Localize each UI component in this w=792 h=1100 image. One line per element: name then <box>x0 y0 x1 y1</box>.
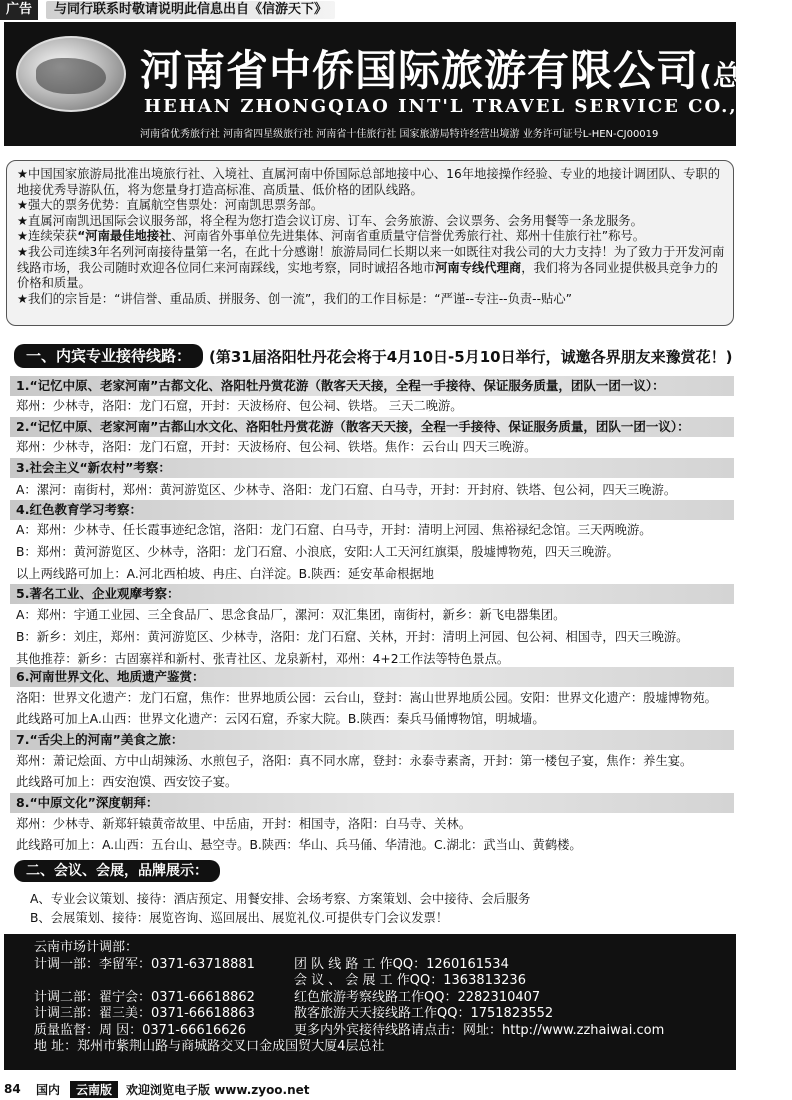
intro-item <box>17 167 725 198</box>
conference-service-line: A、专业会议策划、接待：酒店预定、用餐安排、会场考察、方案策划、会中接待、会后服务 <box>30 892 531 906</box>
route-title: 8.“中原文化”深度朝拜： <box>10 793 734 813</box>
intro-text: ★我们的宗旨是：“讲信誉、重品质、拼服务、创一流”，我们的工作目标是：“严谨--专注--负责--贴心” <box>17 291 573 306</box>
route-line: 郑州：萧记烩面、方中山胡辣汤、水煎包子，洛阳：真不同水席，登封：永泰寺素斋，开封：第一楼包子宴，焦作：养生宴。 <box>16 754 693 768</box>
route-title: 1.“记忆中原、老家河南”古都文化、洛阳牡丹赏花游（散客天天接，全程一手接待、保证服务质量，团队一团一议）： <box>10 376 734 396</box>
contact-person: 计调二部：翟宁会：0371-66618862 <box>34 989 255 1005</box>
page-number: 84 <box>4 1082 21 1096</box>
contact-row <box>34 973 736 990</box>
contact-address: 地 址：郑州市紫荆山路与商城路交叉口金成国贸大厦4层总社 <box>34 1039 385 1054</box>
route-line: 郑州：少林寺，洛阳：龙门石窟，开封：天波杨府、包公祠、铁塔。焦作：云台山 四天三晚游。 <box>16 440 537 454</box>
company-name-en: HEHAN ZHONGQIAO INT'L TRAVEL SERVICE CO., LTD <box>144 96 792 117</box>
route-line: B：郑州：黄河游览区、少林寺，洛阳：龙门石窟、小浪底，安阳:人工天河红旗渠，殷墟博物苑，四天三晚游。 <box>16 545 619 559</box>
intro-item <box>17 229 725 245</box>
intro-item <box>17 214 725 230</box>
intro-text: ★我公司连续3年名列河南接待量第一名，在此十分感谢！旅游局同仁长期以来一如既往对我公司的大力支持！为了致力于开发河南线路市场，我公司随时欢迎各位同仁来河南踩线，实地考察，同时诚招各地市 <box>17 244 725 275</box>
peony-festival-note: (第31届洛阳牡丹花会将于4月10日-5月10日举行，诚邀各界朋友来豫赏花！) <box>209 347 733 366</box>
company-name-text: 河南省中侨国际旅游有限公司 <box>140 46 700 95</box>
route-line: 洛阳：世界文化遗产：龙门石窟，焦作：世界地质公园：云台山，登封：嵩山世界地质公园。安阳：世界文化遗产：殷墟博物苑。 <box>16 691 717 705</box>
ad-tag: 广告 <box>0 0 38 20</box>
contact-row <box>34 990 736 1007</box>
contact-heading: 云南市场计调部： <box>34 940 139 955</box>
credentials-line: 河南省优秀旅行社 河南省四星级旅行社 河南省十佳旅行社 国家旅游局特许经营出境游 业务许可证号L-HEN-CJ00019 <box>140 129 659 140</box>
intro-text: ，我们将为各同业提供极具竞争力的价格和质量。 <box>17 260 718 291</box>
route-title: 2.“记忆中原、老家河南”古都山水文化、洛阳牡丹赏花游（散客天天接，全程一手接待、保证服务质量，团队一团一议）： <box>10 417 734 437</box>
contact-row <box>34 1006 736 1023</box>
contact-row <box>34 1039 736 1056</box>
contact-row <box>34 1023 736 1040</box>
edition-badge: 云南版 <box>70 1081 118 1098</box>
contact-person: 计调一部：李留军：0371-63718881 <box>34 956 255 972</box>
globe-logo-icon <box>16 36 126 112</box>
route-line: 以上两线路可加上：A.河北西柏坡、冉庄、白洋淀。B.陕西：延安革命根据地 <box>16 567 434 581</box>
contact-person <box>34 973 294 990</box>
contact-website: 更多内外宾接待线路请点击：网址：http://www.zzhaiwai.com <box>294 1022 665 1038</box>
intro-text: ★中国国家旅游局批准出境旅行社、入境社、直属河南中侨国际总部地接中心、16年地接操作经验、专业的地接计调团队、专职的地接优秀导游队伍，将为您量身打造高标准、高质量、低价格的团队线路。 <box>17 167 721 197</box>
footer-section: 国内 <box>36 1082 61 1097</box>
footer-website: 欢迎浏览电子版 www.zyoo.net <box>126 1082 310 1097</box>
route-line: 此线路可加上：A.山西：五台山、悬空寺。B.陕西：华山、兵马俑、华清池。C.湖北：武当山、黄鹤楼。 <box>16 838 582 852</box>
route-title: 6.河南世界文化、地质遗产鉴赏： <box>10 667 734 687</box>
section-2-heading <box>14 860 220 882</box>
intro-highlight: “河南最佳地接社 <box>77 229 172 244</box>
route-line: 郑州：少林寺，洛阳：龙门石窟，开封：天波杨府、包公祠、铁塔。 三天二晚游。 <box>16 399 463 413</box>
top-bar <box>0 0 740 20</box>
hq-label: (总社) <box>699 59 785 92</box>
route-line: A：郑州：少林寺、任长霞事迹纪念馆，洛阳：龙门石窟、白马寺，开封：清明上河园、焦裕禄纪念馆。三天两晚游。 <box>16 523 652 537</box>
section-1-label: 一、内宾专业接待线路： <box>14 344 203 368</box>
route-line: 其他推荐：新乡：古固寨祥和新村、张青社区、龙泉新村，邓州：4+2工作法等特色景点。 <box>16 652 510 666</box>
route-title: 4.红色教育学习考察： <box>10 500 734 520</box>
source-notice: 与同行联系时敬请说明此信息出自《信游天下》 <box>46 1 335 19</box>
contact-person: 质量监督：周 因：0371-66616626 <box>34 1022 247 1038</box>
intro-text: ★直属河南凯迅国际会议服务部，将全程为您打造会议订房、订车、会务旅游、会议票务、会务用餐等一条龙服务。 <box>17 213 643 228</box>
contact-qq: 散客旅游天天接线路工作QQ：1751823552 <box>294 1006 554 1021</box>
contact-qq: 红色旅游考察线路工作QQ：2282310407 <box>294 989 541 1005</box>
route-title: 7.“舌尖上的河南”美食之旅： <box>10 730 734 750</box>
exhibition-service-line: B、会展策划、接待：展览咨询、巡回展出、展览礼仪.可提供专门会议发票！ <box>30 911 449 925</box>
intro-item <box>17 245 725 292</box>
company-header <box>4 22 792 146</box>
route-line: 郑州：少林寺、新郑轩辕黄帝故里、中岳庙，开封：相国寺，洛阳：白马寺、关林。 <box>16 817 471 831</box>
contact-block <box>4 934 736 1070</box>
section-1-heading <box>14 343 732 369</box>
contact-qq: 会 议 、 会 展 工 作QQ：1363813236 <box>294 973 526 988</box>
intro-box <box>6 160 734 326</box>
intro-highlight: 河南专线代理商 <box>435 260 522 275</box>
intro-item <box>17 292 725 308</box>
intro-item <box>17 198 725 214</box>
route-line: 此线路可加上A.山西：世界文化遗产：云冈石窟，乔家大院。B.陕西：秦兵马俑博物馆，明城墙。 <box>16 712 545 726</box>
route-title: 3.社会主义“新农村”考察： <box>10 458 734 478</box>
route-line: 此线路可加上：西安泡馍、西安饺子宴。 <box>16 775 238 789</box>
intro-text: ★连续荣获 <box>17 229 78 244</box>
route-line: A：郑州：宇通工业园、三全食品厂、思念食品厂，漯河：双汇集团，南街村，新乡：新飞电器集团。 <box>16 608 566 622</box>
intro-text: ★强大的票务优势：直属航空售票处：河南凯思票务部。 <box>17 198 324 213</box>
contact-qq: 团 队 线 路 工 作QQ：1260161534 <box>294 956 509 972</box>
contact-row <box>34 957 736 974</box>
company-name-cn <box>140 38 785 98</box>
intro-text: 、河南省外事单位先进集体、河南省重质量守信誉优秀旅行社、郑州十佳旅行社”称号。 <box>171 229 646 244</box>
route-line: B：新乡：刘庄，郑州：黄河游览区、少林寺，洛阳：龙门石窟、关林，开封：清明上河园、包公祠、相国寺，四天三晚游。 <box>16 630 689 644</box>
route-title: 5.著名工业、企业观摩考察： <box>10 584 734 604</box>
page-footer <box>0 1078 740 1100</box>
contact-person: 计调三部：翟三美：0371-66618863 <box>34 1006 255 1021</box>
section-2-label: 二、会议、会展，品牌展示： <box>14 860 220 882</box>
route-line: A：漯河：南街村，郑州：黄河游览区、少林寺、洛阳：龙门石窟、白马寺，开封：开封府、铁塔、包公祠，四天三晚游。 <box>16 483 677 497</box>
